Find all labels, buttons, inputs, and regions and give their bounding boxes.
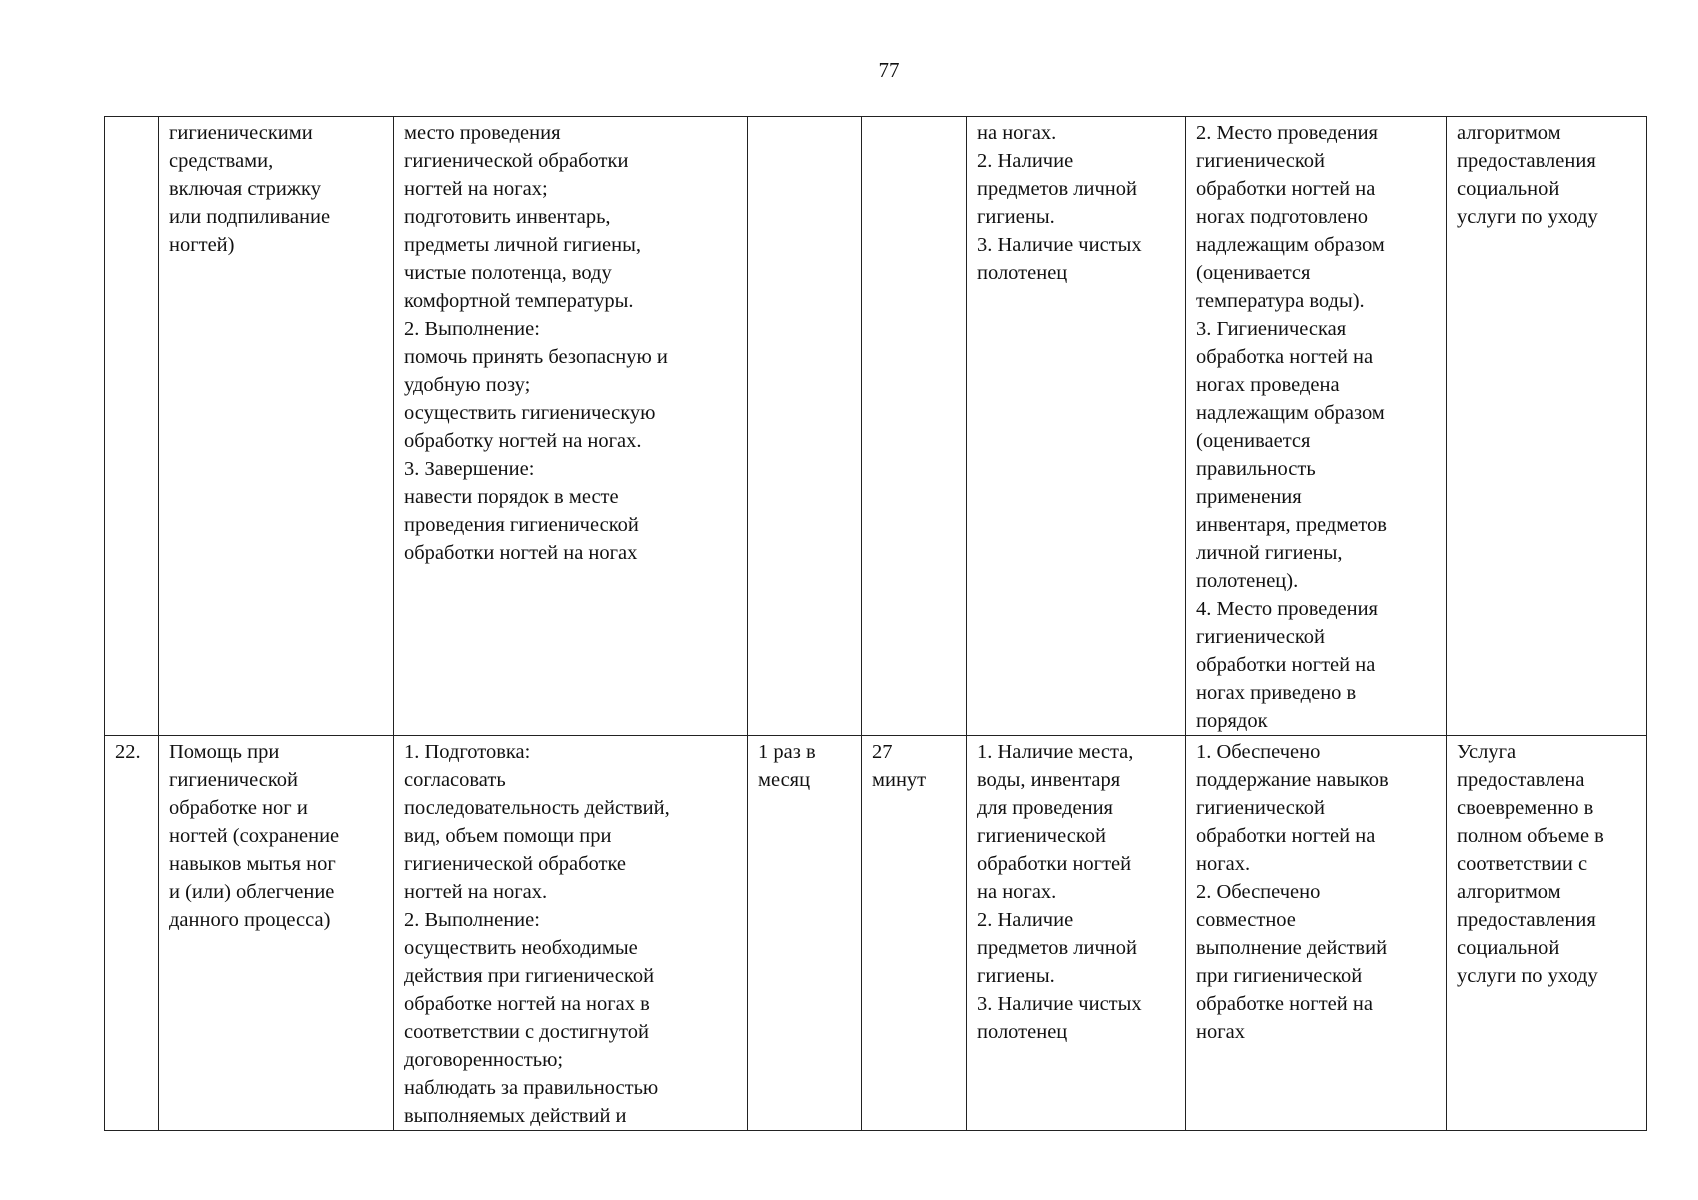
evaluation-cell: алгоритмом предоставления социальной услуги по уходу [1447,117,1647,736]
service-name-cell: гигиеническими средствами, включая стрижку или подпиливание ногтей) [159,117,394,736]
frequency-cell [748,117,862,736]
results-cell: 1. Обеспечено поддержание навыков гигиенической обработки ногтей на ногах. 2. Обеспечено совместное выполнение действий при гигиенической обработке ногтей на ногах [1186,736,1447,1131]
table-row [105,736,1647,1131]
conditions-cell: 1. Наличие места, воды, инвентаря для проведения гигиенической обработки ногтей на ногах. 2. Наличие предметов личной гигиены. 3. Наличие чистых полотенец [967,736,1186,1131]
row-number-cell: 22. [105,736,159,1131]
duration-cell: 27 минут [862,736,967,1131]
page-number: 77 [878,58,900,82]
row-number-cell [105,117,159,736]
service-content-cell: место проведения гигиенической обработки ногтей на ногах; подготовить инвентарь, предметы личной гигиены, чистые полотенца, воду комфортной температуры. 2. Выполнение: помочь принять безопасную и удобную позу; осуществить гигиеническую обработку ногтей на ногах. 3. Завершение: навести порядок в месте проведения гигиенической обработки ногтей на ногах [394,117,748,736]
duration-cell [862,117,967,736]
frequency-cell: 1 раз в месяц [748,736,862,1131]
services-table [104,116,1647,1131]
service-content-cell: 1. Подготовка: согласовать последовательность действий, вид, объем помощи при гигиенической обработке ногтей на ногах. 2. Выполнение: осуществить необходимые действия при гигиенической обработке ногтей на ногах в соответствии с достигнутой договоренностью; наблюдать за правильностью выполняемых действий и [394,736,748,1131]
table-row [105,117,1647,736]
service-name-cell: Помощь при гигиенической обработке ног и ногтей (сохранение навыков мытья ног и (или) облегчение данного процесса) [159,736,394,1131]
conditions-cell: на ногах. 2. Наличие предметов личной гигиены. 3. Наличие чистых полотенец [967,117,1186,736]
evaluation-cell: Услуга предоставлена своевременно в полном объеме в соответствии с алгоритмом предоставления социальной услуги по уходу [1447,736,1647,1131]
results-cell: 2. Место проведения гигиенической обработки ногтей на ногах подготовлено надлежащим образом (оценивается температура воды). 3. Гигиеническая обработка ногтей на ногах проведена надлежащим образом (оценивается правильность применения инвентаря, предметов личной гигиены, полотенец). 4. Место проведения гигиенической обработки ногтей на ногах приведено в порядок [1186,117,1447,736]
